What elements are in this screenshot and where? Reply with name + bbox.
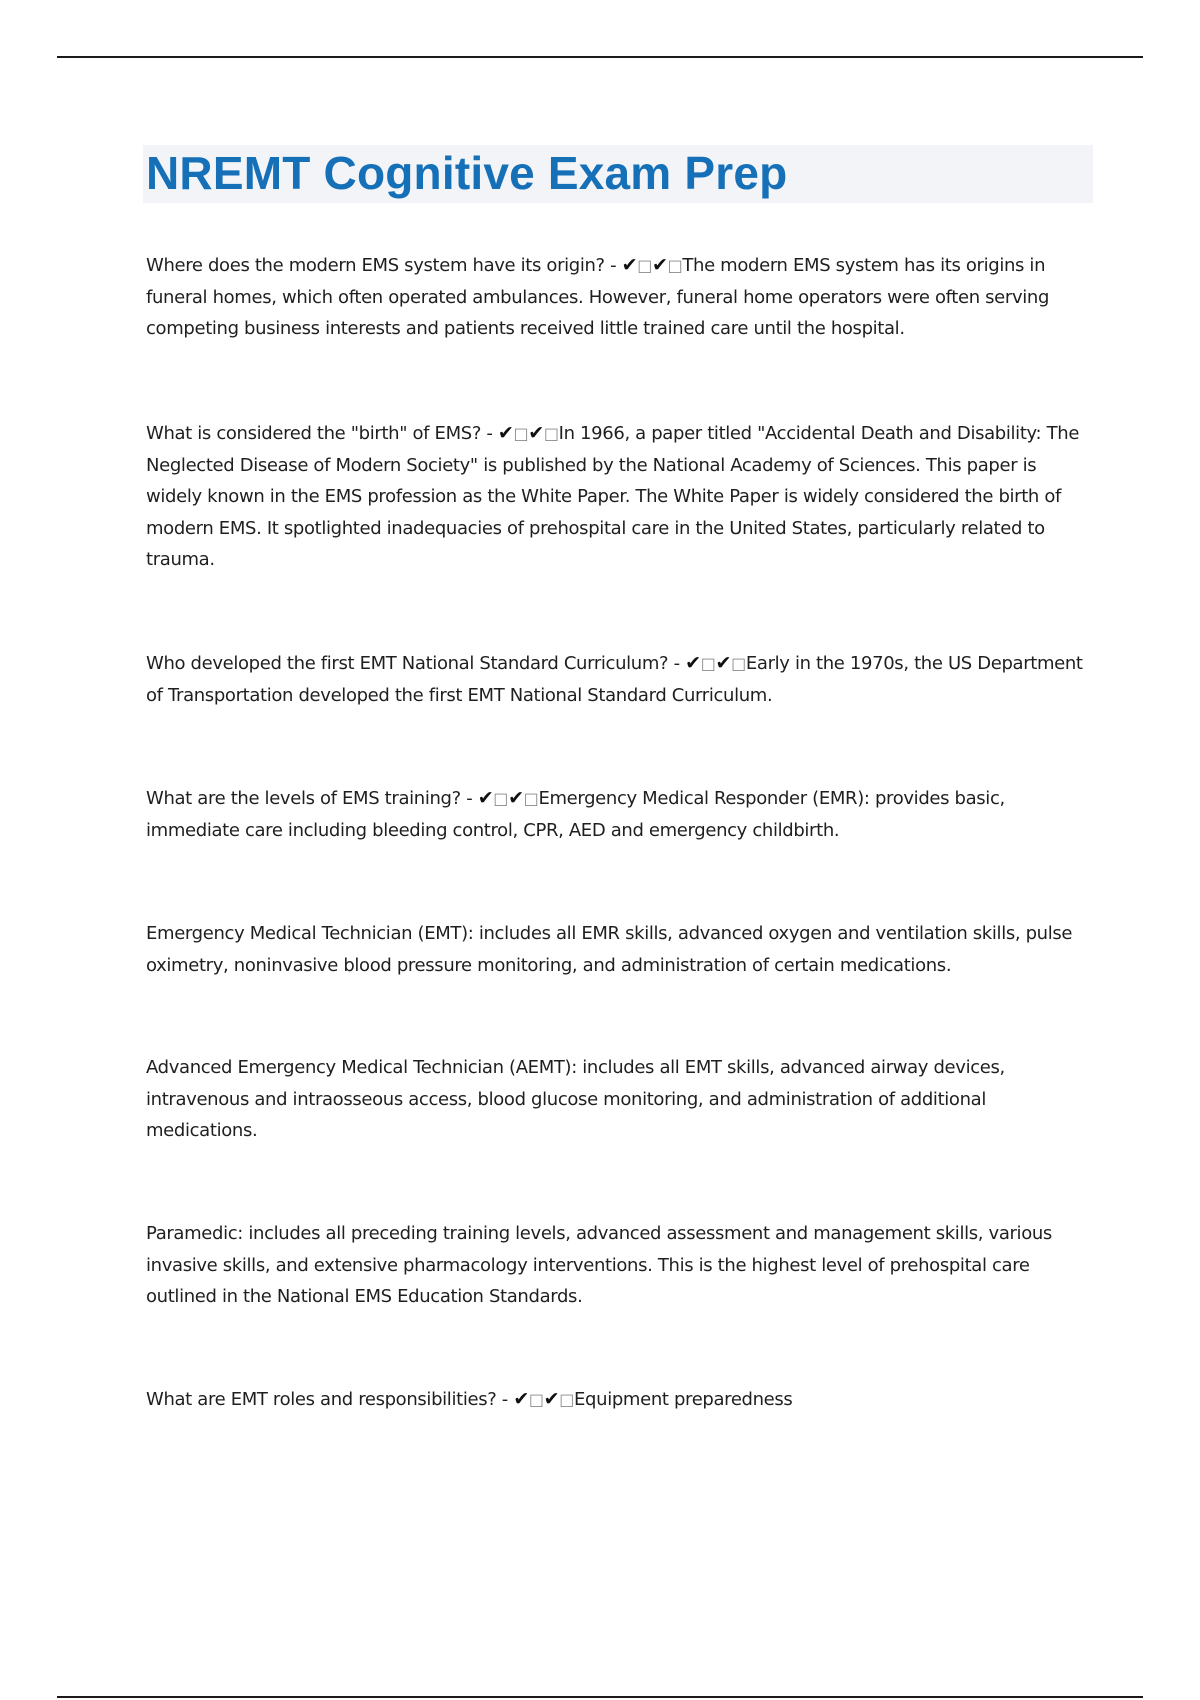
check-icon: ✔	[621, 254, 638, 276]
footer-rule	[57, 1696, 1143, 1698]
check-icon: ✔	[543, 1388, 560, 1410]
header-rule	[57, 56, 1143, 58]
answer-text: The modern EMS system has its origins in funeral homes, which often operated ambulances. However, funeral home operators were often serving competing business interests and patients received little trained care until the hospital.	[146, 255, 1050, 339]
box-glyph-icon: □	[513, 424, 529, 443]
separator: -	[460, 788, 478, 809]
check-icon: ✔	[477, 787, 494, 809]
separator: -	[496, 1389, 514, 1410]
qa-entry-5	[146, 1384, 1086, 1416]
check-icon: ✔	[685, 652, 701, 674]
qa-entry-2	[146, 418, 1086, 576]
check-icon: ✔	[715, 652, 732, 674]
continuation-paragraph-emt: Emergency Medical Technician (EMT): includes all EMR skills, advanced oxygen and ventilation skills, pulse oximetry, noninvasive blood pressure monitoring, and administration of certain medications.	[146, 923, 1073, 976]
answer-text: Equipment preparedness	[574, 1389, 793, 1410]
box-glyph-icon: □	[667, 256, 683, 275]
question-text: Who developed the first EMT National Standard Curriculum?	[146, 653, 669, 674]
answer-text: Emergency Medical Responder (EMR): provides basic, immediate care including bleeding control, CPR, AED and emergency childbirth.	[146, 788, 1005, 841]
continuation-paragraph-aemt: Advanced Emergency Medical Technician (AEMT): includes all EMT skills, advanced airway devices, intravenous and intraosseous access, blood glucose monitoring, and administration of additional medications.	[146, 1057, 1005, 1141]
box-glyph-icon: □	[493, 789, 509, 808]
separator: -	[604, 255, 622, 276]
answer-text: In 1966, a paper titled "Accidental Death and Disability: The Neglected Disease of Modern Society" is published by the National Academy of Sciences. This paper is widely known in the EMS profession as the White Paper. The White Paper is widely considered the birth of modern EMS. It spotlighted inadequacies of prehospital care in the United States, particularly related to trauma.	[146, 423, 1080, 570]
qa-entry-1	[146, 250, 1086, 345]
check-icon: ✔	[497, 422, 514, 444]
box-glyph-icon: □	[523, 789, 539, 808]
question-text: What are the levels of EMS training?	[146, 788, 461, 809]
box-glyph-icon: □	[528, 1390, 544, 1409]
separator: -	[668, 653, 686, 674]
question-text: What is considered the "birth" of EMS?	[146, 423, 482, 444]
separator: -	[481, 423, 498, 444]
qa-entry-4	[146, 783, 1086, 846]
check-icon: ✔	[652, 254, 668, 276]
question-text: Where does the modern EMS system have its origin?	[146, 255, 605, 276]
box-glyph-icon: □	[637, 256, 653, 275]
continuation-paragraph-paramedic: Paramedic: includes all preceding training levels, advanced assessment and management skills, various invasive skills, and extensive pharmacology interventions. This is the highest level of prehospital care outlined in the National EMS Education Standards.	[146, 1223, 1052, 1307]
qa-entry-3	[146, 648, 1086, 711]
page-title: NREMT Cognitive Exam Prep	[146, 147, 788, 199]
box-glyph-icon: □	[543, 424, 559, 443]
box-glyph-icon: □	[559, 1390, 575, 1409]
box-glyph-icon: □	[700, 654, 716, 673]
question-text: What are EMT roles and responsibilities?	[146, 1389, 497, 1410]
box-glyph-icon: □	[731, 654, 746, 673]
check-icon: ✔	[528, 422, 544, 444]
check-icon: ✔	[508, 787, 524, 809]
answer-text: Early in the 1970s, the US Department of Transportation developed the first EMT National Standard Curriculum.	[146, 653, 1083, 706]
check-icon: ✔	[513, 1388, 529, 1410]
